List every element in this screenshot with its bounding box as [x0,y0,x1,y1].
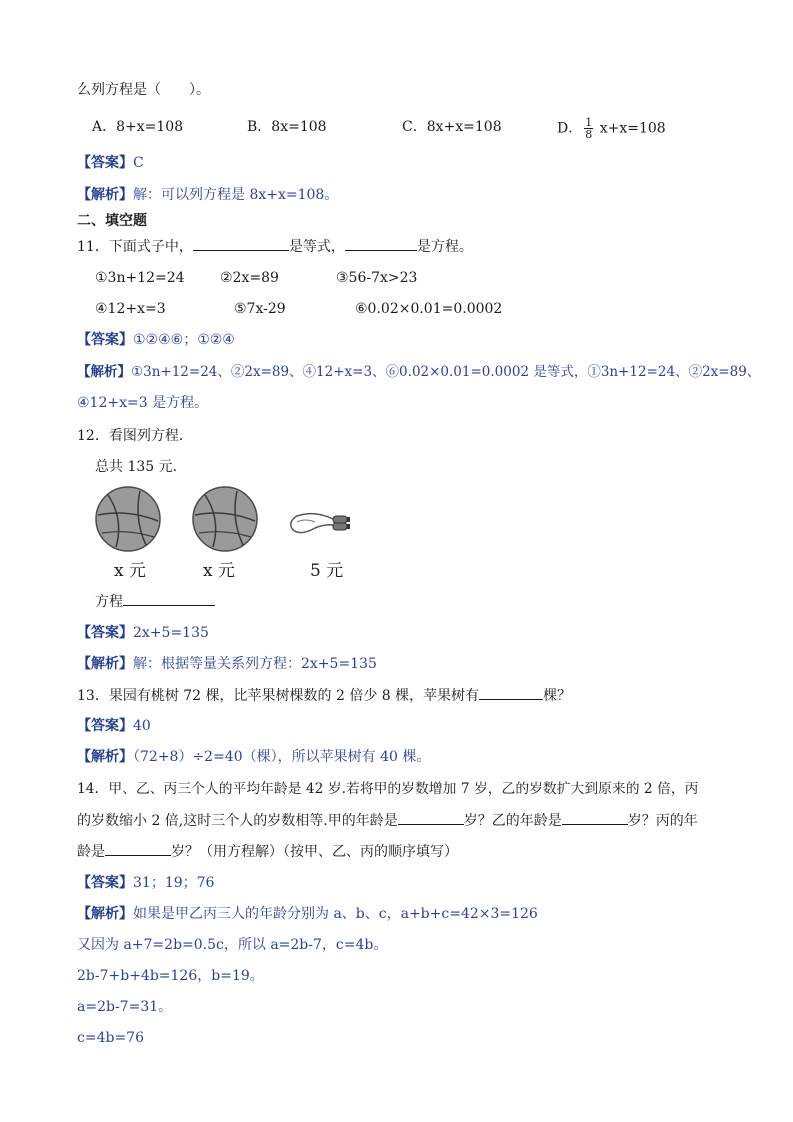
q11-answer [77,330,235,350]
analysis-tag: 【解析】 [77,187,133,203]
q14-analysis-line4: a=2b-7=31。 [77,999,173,1015]
q14-text: 的岁数缩小 2 倍,这时三个人的岁数相等.甲的年龄是 [77,813,398,829]
q10-stem: 么列方程是（ ）。 [77,82,210,98]
q11-item-5: ⑤7x-29 [234,301,286,317]
answer-blank[interactable] [105,841,171,856]
answer-blank[interactable] [123,591,215,606]
answer-tag: 【答案】 [77,718,133,734]
analysis-text: 解：可以列方程是 8x+x=108。 [133,187,339,203]
option-text: 8+x=108 [116,119,184,135]
fraction-numerator: 1 [585,116,593,129]
answer-value: 31；19；76 [133,875,215,891]
answer-blank[interactable] [479,685,543,700]
q13-stem [77,685,571,706]
q14-analysis-line2: 又因为 a+7=2b=0.5c，所以 a=2b-7，c=4b。 [77,937,388,953]
q11-analysis [77,362,760,382]
equation-label: 方程 [95,594,123,610]
answer-blank[interactable] [562,810,628,825]
answer-tag: 【答案】 [77,625,133,641]
analysis-tag: 【解析】 [77,906,133,922]
caption-ball-1: x 元 [114,561,146,581]
option-text: x+x=108 [599,120,666,137]
section-title: 二、填空题 [77,213,147,229]
option-label: A． [92,119,117,135]
option-text: 8x=108 [271,119,327,135]
analysis-text: 如果是甲乙丙三人的年龄分别为 a、b、c，a+b+c=42×3=126 [133,906,538,922]
q10-answer [77,153,144,173]
q12-total: 总共 135 元． [95,459,187,475]
answer-tag: 【答案】 [77,155,133,171]
analysis-text: 解：根据等量关系列方程：2x+5=135 [133,656,377,672]
q14-answer [77,873,214,893]
q11-stem-mid: 是等式， [288,239,345,255]
q11-stem-end: 是方程。 [416,239,473,255]
q13-stem-end: 棵？ [543,688,572,704]
analysis-tag: 【解析】 [77,749,133,765]
q10-option-d [557,117,666,140]
q11-item-1: ①3n+12=24 [95,270,185,286]
q11-analysis-cont: ④12+x=3 是方程。 [77,395,209,411]
q11-item-6: ⑥0.02×0.01=0.0002 [355,301,503,317]
option-label: D． [557,120,583,137]
answer-tag: 【答案】 [77,875,133,891]
option-label: C． [402,119,427,135]
q14-stem-line2 [77,810,698,831]
q12-answer [77,623,209,643]
q14-stem-line1: 14．甲、乙、丙三个人的平均年龄是 42 岁.若将甲的岁数增加 7 岁，乙的岁数扩大到原来的 2 倍，丙 [77,781,699,797]
q14-stem-line3 [77,841,458,862]
q10-analysis [77,185,338,205]
answer-value: C [133,155,144,171]
q10-option-b [247,117,327,137]
q14-text: 岁？乙的年龄是 [463,813,562,829]
caption-ball-2: x 元 [203,561,235,581]
analysis-tag: 【解析】 [77,656,133,672]
q11-item-2: ②2x=89 [220,270,279,286]
q14-text: 岁？丙的年 [627,813,698,829]
fraction [584,117,593,140]
caption-rope: 5 元 [310,561,344,581]
answer-value: 40 [133,718,151,734]
option-text: 8x+x=108 [426,119,502,135]
answer-blank[interactable] [193,236,289,251]
q12-stem: 12．看图列方程． [77,428,193,444]
q11-item-4: ④12+x=3 [95,301,166,317]
q12-analysis [77,654,377,674]
answer-value: 2x+5=135 [133,625,209,641]
analysis-tag: 【解析】 [77,364,131,380]
basketball-image [191,485,259,553]
answer-blank[interactable] [345,236,417,251]
q13-stem-text: 13．果园有桃树 72 棵，比苹果树棵数的 2 倍少 8 棵，苹果树有 [77,688,480,704]
q12-equation [95,591,215,612]
analysis-text: ①3n+12=24、②2x=89、④12+x=3、⑥0.02×0.01=0.0002 是等式，①3n+12=24、②2x=89、 [131,364,761,380]
q14-analysis-line3: 2b-7+b+4b=126，b=19。 [77,968,264,984]
q13-analysis [77,747,430,767]
q14-text: 岁？（用方程解）（按甲、乙、丙的顺序填写） [171,844,458,860]
q11-stem-start: 11．下面式子中， [77,239,193,255]
q11-item-3: ③56-7x>23 [336,270,418,286]
answer-blank[interactable] [398,810,464,825]
option-label: B． [247,119,272,135]
answer-value: ①②④⑥；①②④ [133,332,235,348]
analysis-text: （72+8）÷2=40（棵），所以苹果树有 40 棵。 [133,749,431,765]
q10-option-a [92,117,183,137]
q14-analysis [77,904,538,924]
basketball-image [94,485,162,553]
q14-text: 龄是 [77,844,105,860]
q13-answer [77,716,151,736]
answer-tag: 【答案】 [77,332,133,348]
fraction-denominator: 8 [585,128,593,141]
q11-stem [77,236,473,257]
q10-option-c [402,117,502,137]
jump-rope-image [285,508,367,538]
q14-analysis-line5: c=4b=76 [77,1030,144,1046]
